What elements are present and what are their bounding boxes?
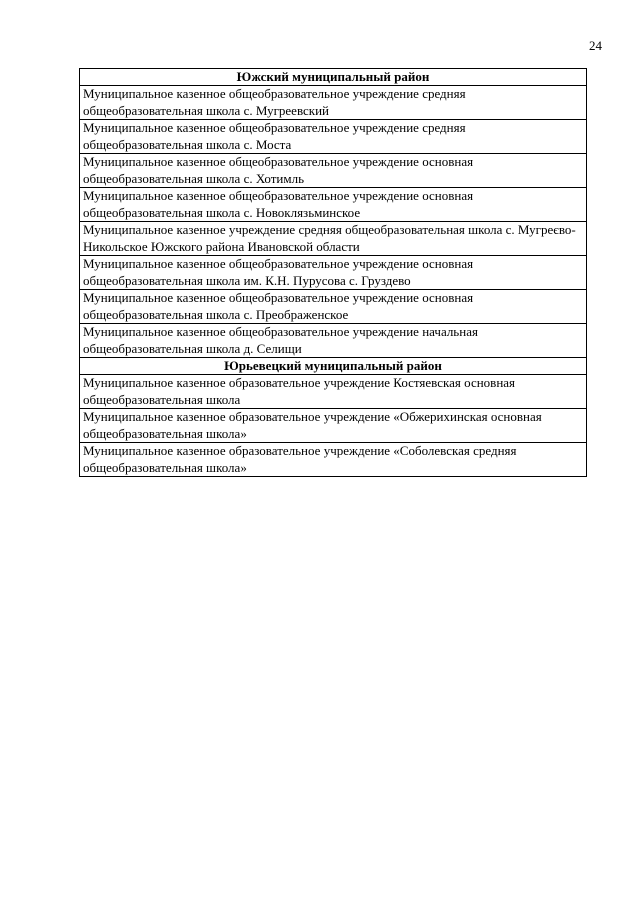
- section-header-row: [80, 69, 587, 86]
- table-row: [80, 120, 587, 154]
- section-title: Юрьевецкий муниципальный район: [80, 358, 587, 375]
- table-row: [80, 154, 587, 188]
- table-row: [80, 256, 587, 290]
- institution-name: Муниципальное казенное общеобразовательное учреждение основная общеобразовательная школа с. Преображенское: [80, 290, 587, 324]
- institution-name: Муниципальное казенное образовательное учреждение Костяевская основная общеобразовательная школа: [80, 375, 587, 409]
- institution-name: Муниципальное казенное учреждение средняя общеобразовательная школа с. Мугреєво-Никольское Южского района Ивановской области: [80, 222, 587, 256]
- page-number: 24: [589, 38, 602, 53]
- table-row: [80, 290, 587, 324]
- institution-name: Муниципальное казенное общеобразовательное учреждение средняя общеобразовательная школа с. Моста: [80, 120, 587, 154]
- institution-name: Муниципальное казенное общеобразовательное учреждение средняя общеобразовательная школа с. Мугреевский: [80, 86, 587, 120]
- institution-name: Муниципальное казенное общеобразовательное учреждение основная общеобразовательная школа им. К.Н. Пурусова с. Груздево: [80, 256, 587, 290]
- table-row: [80, 443, 587, 477]
- institution-name: Муниципальное казенное общеобразовательное учреждение начальная общеобразовательная школа д. Селищи: [80, 324, 587, 358]
- table-row: [80, 375, 587, 409]
- table-row: [80, 324, 587, 358]
- institution-name: Муниципальное казенное образовательное учреждение «Обжерихинская основная общеобразовательная школа»: [80, 409, 587, 443]
- institutions-table: [79, 68, 587, 477]
- section-header-row: [80, 358, 587, 375]
- institution-name: Муниципальное казенное общеобразовательное учреждение основная общеобразовательная школа с. Хотимль: [80, 154, 587, 188]
- table-row: [80, 222, 587, 256]
- institution-name: Муниципальное казенное общеобразовательное учреждение основная общеобразовательная школа с. Новоклязьминское: [80, 188, 587, 222]
- institution-name: Муниципальное казенное образовательное учреждение «Соболевская средняя общеобразовательная школа»: [80, 443, 587, 477]
- table-row: [80, 188, 587, 222]
- table-row: [80, 86, 587, 120]
- section-title: Южский муниципальный район: [80, 69, 587, 86]
- table-row: [80, 409, 587, 443]
